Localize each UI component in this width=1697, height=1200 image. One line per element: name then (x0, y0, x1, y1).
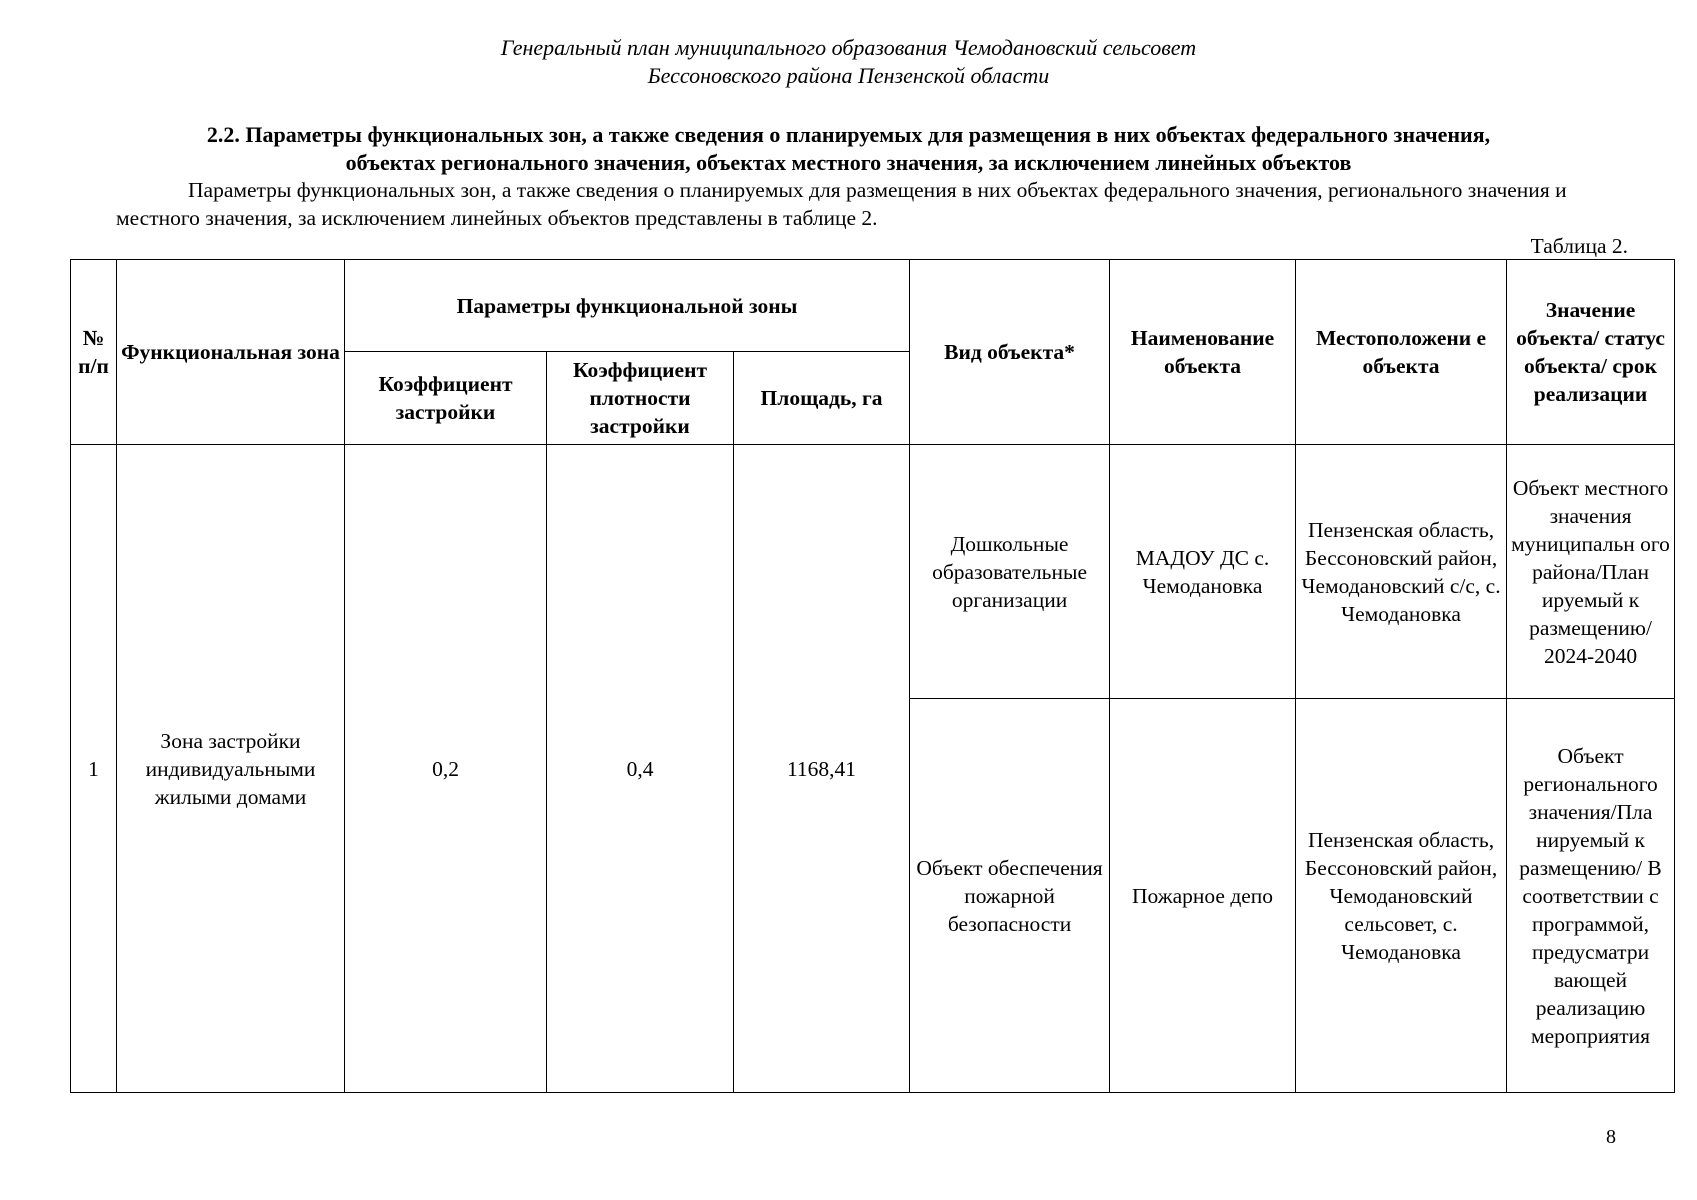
header-zone: Функциональная зона (117, 260, 345, 445)
cell-num: 1 (71, 445, 117, 1093)
header-object-type: Вид объекта* (910, 260, 1110, 445)
header-location: Местоположени е объекта (1296, 260, 1507, 445)
header-line-2: Бессоновского района Пензенской области (647, 63, 1050, 88)
cell-status: Объект регионального значения/Пла нируемый к размещению/ В соответствии с программой, предусматри вающей реализацию мероприятия (1507, 699, 1675, 1093)
zone-parameters-table (70, 259, 1675, 1093)
cell-object-type: Дошкольные образовательные организации (910, 445, 1110, 699)
header-status: Значение объекта/ статус объекта/ срок реализации (1507, 260, 1675, 445)
cell-coef-build: 0,2 (345, 445, 547, 1093)
header-line-1: Генеральный план муниципального образования Чемодановский сельсовет (500, 35, 1197, 60)
header-params-group: Параметры функциональной зоны (345, 260, 910, 352)
table-caption: Таблица 2. (1530, 234, 1628, 258)
document-header (0, 34, 1697, 90)
section-title (60, 121, 1637, 177)
section-paragraph: Параметры функциональных зон, а также сведения о планируемых для размещения в них объектах федерального значения, регионального значения и местного значения, за исключением линейных объектов представлены в таблице 2. (116, 178, 1567, 230)
cell-status: Объект местного значения муниципальн ого района/План ируемый к размещению/ 2024-2040 (1507, 445, 1675, 699)
cell-object-name: Пожарное депо (1110, 699, 1296, 1093)
header-num: № п/п (71, 260, 117, 445)
cell-zone: Зона застройки индивидуальными жилыми домами (117, 445, 345, 1093)
cell-location: Пензенская область, Бессоновский район, Чемодановский сельсовет, с. Чемодановка (1296, 699, 1507, 1093)
cell-coef-density: 0,4 (547, 445, 734, 1093)
header-object-name: Наименование объекта (1110, 260, 1296, 445)
header-area: Площадь, га (734, 352, 910, 445)
table-row (71, 445, 1675, 699)
cell-object-name: МАДОУ ДС с. Чемодановка (1110, 445, 1296, 699)
cell-area: 1168,41 (734, 445, 910, 1093)
header-coef-build: Коэффициент застройки (345, 352, 547, 445)
page-number: 8 (1606, 1126, 1616, 1148)
header-coef-density: Коэффициент плотности застройки (547, 352, 734, 445)
cell-object-type: Объект обеспечения пожарной безопасности (910, 699, 1110, 1093)
cell-location: Пензенская область, Бессоновский район, Чемодановский с/с, с. Чемодановка (1296, 445, 1507, 699)
section-title-line-2: объектах регионального значения, объектах местного значения, за исключением линейных объектов (345, 150, 1352, 175)
table-header-row-1 (71, 260, 1675, 352)
section-title-line-1: 2.2. Параметры функциональных зон, а также сведения о планируемых для размещения в них объектах федерального значения, (206, 122, 1491, 147)
